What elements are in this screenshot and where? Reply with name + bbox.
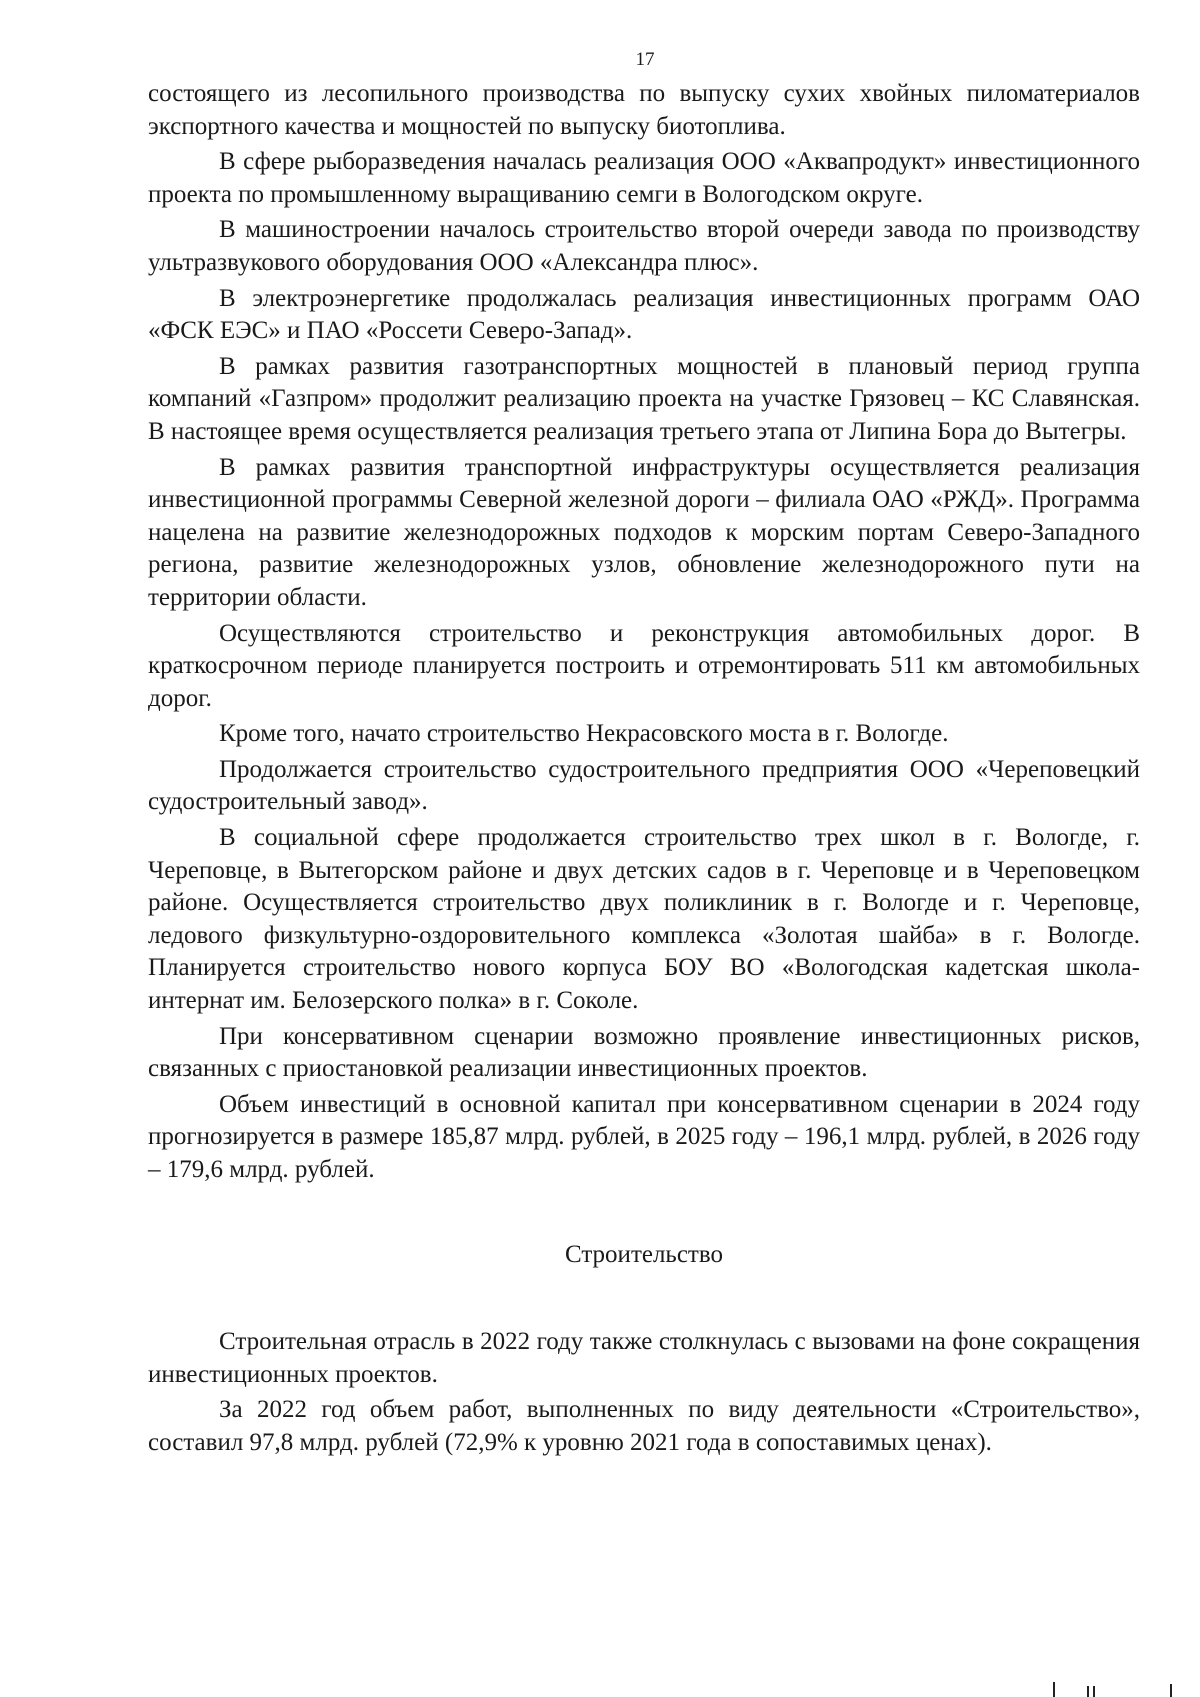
scan-artifact-mark — [1170, 1684, 1172, 1697]
paragraph-continuation: состоящего из лесопильного производства по выпуску сухих хвойных пиломатериалов экспортного качества и мощностей по выпуску биотоплива. — [148, 80, 1140, 140]
paragraph-construction-industry: Строительная отрасль в 2022 году также столкнулась с вызовами на фоне сокращения инвестиционных проектов. — [148, 1328, 1140, 1388]
paragraph-roads: Осуществляются строительство и реконструкция автомобильных дорог. В краткосрочном периоде планируется построить и отремонтировать 511 км автомобильных дорог. — [148, 619, 1140, 712]
paragraph-gas-transport: В рамках развития газотранспортных мощностей в плановый период группа компаний «Газпром» продолжит реализацию проекта на участке Грязовец – КС Славянская. В настоящее время осуществляется реализация третьего этапа от Липина Бора до Вытегры. — [148, 352, 1140, 445]
paragraph-social-sphere: В социальной сфере продолжается строительство трех школ в г. Вологде, г. Череповце, в Вытегорском районе и двух детских садов в г. Череповце и в Череповецком районе. Осуществляется строительство двух поликлиник в г. Вологде и г. Череповце, ледового физкультурно-оздоровительного комплекса «Золотая шайба» в г. Вологде. Планируется строительство нового корпуса БОУ ВО «Вологодская кадетская школа-интернат им. Белозерского полка» в г. Соколе. — [148, 824, 1140, 1015]
document-body — [148, 78, 1140, 1463]
paragraph-bridge: Кроме того, начато строительство Некрасовского моста в г. Вологде. — [219, 720, 949, 748]
section-title: Строительство — [564, 1240, 723, 1268]
page-number: 17 — [635, 49, 655, 70]
scan-artifact-mark — [1087, 1686, 1089, 1697]
paragraph-transport-infrastructure: В рамках развития транспортной инфраструктуры осуществляется реализация инвестиционной программы Северной железной дороги – филиала ОАО «РЖД». Программа нацелена на развитие железнодорожных подходов к морским портам Северо-Западного региона, развитие железнодорожных узлов, обновление железнодорожного пути на территории области. — [148, 453, 1140, 611]
paragraph-fish-farming: В сфере рыборазведения началась реализация ООО «Аквапродукт» инвестиционного проекта по промышленному выращиванию семги в Вологодском округе. — [148, 148, 1140, 208]
paragraph-power-engineering: В электроэнергетике продолжалась реализация инвестиционных программ ОАО «ФСК ЕЭС» и ПАО «Россети Северо-Запад». — [148, 284, 1140, 345]
scan-artifact-mark — [1093, 1686, 1095, 1697]
paragraph-shipbuilding: Продолжается строительство судостроительного предприятия ООО «Череповецкий судостроительный завод». — [148, 755, 1140, 816]
paragraph-machine-building: В машиностроении началось строительство второй очереди завода по производству ультразвукового оборудования ООО «Александра плюс». — [148, 216, 1140, 276]
paragraph-investment-volume: Объем инвестиций в основной капитал при консервативном сценарии в 2024 году прогнозируется в размере 185,87 млрд. рублей, в 2025 году – 196,1 млрд. рублей, в 2026 году – 179,6 млрд. рублей. — [148, 1090, 1140, 1183]
paragraph-construction-volume: За 2022 год объем работ, выполненных по виду деятельности «Строительство», составил 97,8 млрд. рублей (72,9% к уровню 2021 года в сопоставимых ценах). — [148, 1396, 1140, 1456]
paragraph-risks: При консервативном сценарии возможно проявление инвестиционных рисков, связанных с приостановкой реализации инвестиционных проектов. — [148, 1022, 1140, 1083]
scan-artifact-mark — [1053, 1682, 1055, 1697]
